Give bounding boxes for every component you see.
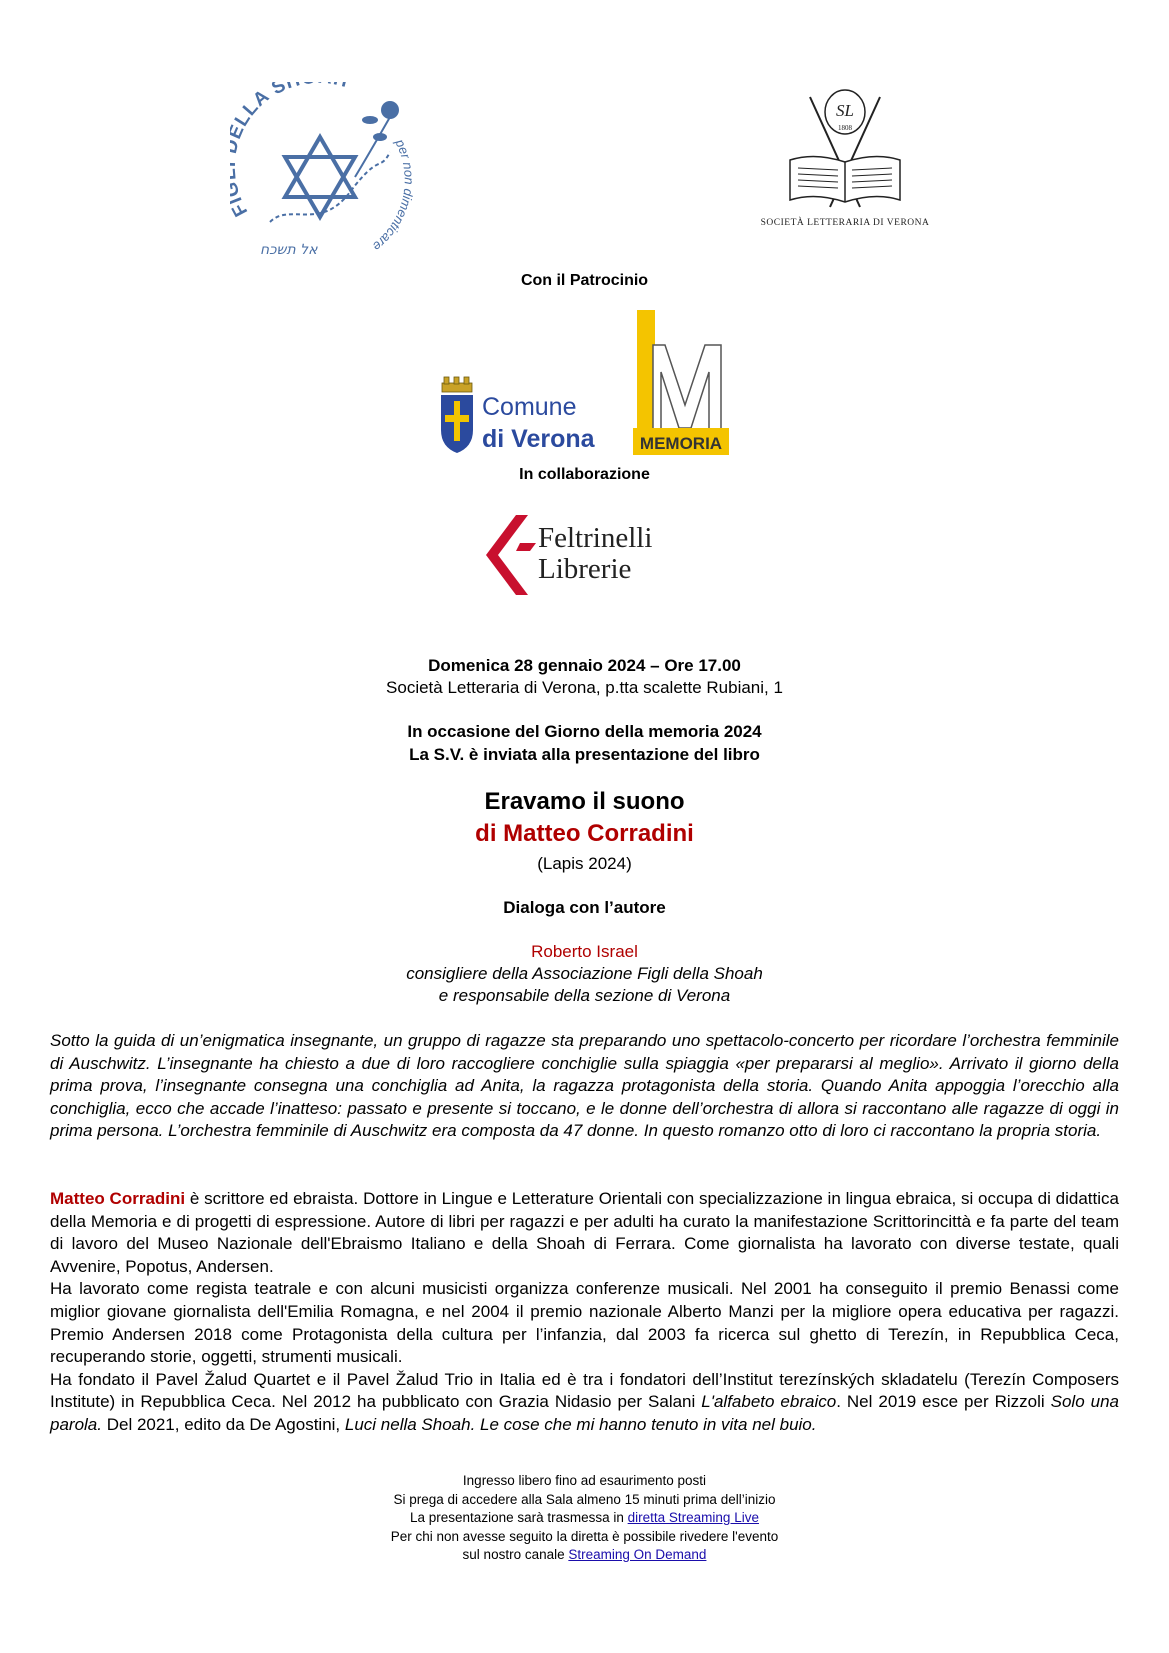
feltrinelli-librerie-logo (486, 515, 686, 595)
footer-line-5 (0, 1546, 1169, 1565)
event-location: Società Letteraria di Verona, p.tta scalette Rubiani, 1 (386, 678, 783, 697)
bio-paragraph-2: Ha lavorato come regista teatrale e con alcuni musicisti organizza conferenze musicali. Nel 2001 ha conseguito il premio Benassi come miglior giovane giornalista dell'Emilia Romagna, e nel 2004 il premio nazionale Alberto Manzi per la migliore opera educativa per ragazzi. Premio Andersen 2018 come Protagonista della cultura per l’infanzia, dal 2003 fa ricerca sul ghetto di Terezín, in Repubblica Ceca, recuperando storie, oggetti, strumenti musicali. (50, 1279, 1119, 1367)
svg-text:per non dimenticare (370, 136, 417, 254)
bio-p1-text: è scrittore ed ebraista. Dottore in Lingue e Letterature Orientali con specializzazione in lingua ebraica, si occupa di didattica della Memoria e di progetti di espressione. Autore di libri per ragazzi e per adulti ha curato la manifestazione Scrittorincittà e fa parte del team di lavoro del Museo Nazionale dell'Ebraismo Italiano e della Shoah di Ferrara. Come giornalista ha lavorato con diverse testate, quali Avvenire, Popotus, Andersen. (50, 1189, 1119, 1276)
bio-p3-part-b: . Nel 2019 esce per Rizzoli (836, 1392, 1051, 1412)
book-author: di Matteo Corradini (475, 820, 694, 847)
societa-monogram: SL (836, 101, 854, 120)
bio-p3-part-c: Del 2021, edito da De Agostini, (101, 1414, 345, 1434)
figli-side-text: per non dimenticare (369, 136, 417, 255)
author-bio (50, 1188, 1119, 1437)
figli-hebrew-text: אל תשכח (260, 242, 318, 258)
collaborazione-label: In collaborazione (519, 466, 650, 483)
bio-author-name: Matteo Corradini (50, 1189, 186, 1208)
dialogue-role2: e responsabile della sezione di Verona (438, 986, 731, 1005)
synopsis (50, 1030, 1119, 1143)
synopsis-text: Sotto la guida di un’enigmatica insegnante, un gruppo di ragazze sta preparando uno spettacolo-concerto per ricordare l’orchestra femminile di Auschwitz. L’insegnante ha chiesto a due di loro raccogliere conchiglie sulla spiaggia «per prepararsi al meglio». Arrivato il giorno della prima prova, l’insegnante consegna una conchiglia ad Anita, la ragazza protagonista della storia. Quando Anita appoggia l’orecchio alla conchiglia, ecco che accade l’inatteso: passato e presente si toccano, e le donne dell’orchestra di allora si raccontano alle ragazze di oggi in prima persona. L’orchestra femminile di Auschwitz era composta da 47 donne. In questo romanzo otto di loro ci raccontano la propria storia. (50, 1031, 1119, 1141)
feltrinelli-line1: Feltrinelli (538, 522, 653, 554)
dialogue-role1: consigliere della Associazione Figli della Shoah (406, 964, 763, 983)
figli-della-shoah-logo (230, 82, 430, 272)
event-occasion: In occasione del Giorno della memoria 2024 (407, 722, 762, 741)
feltrinelli-mark-icon (486, 515, 536, 595)
event-invitation: La S.V. è inviata alla presentazione del libro (409, 745, 760, 764)
bio-p3-part-a: Ha fondato il Pavel Žalud Quartet e il Pavel Žalud Trio in Italia ed è tra i fondatori dell’Institut terezínských skladatelu (Terezín Composers Institute) in Repubblica Ceca. Nel 2012 ha pubblicato con Grazia Nidasio per Salani (50, 1369, 1119, 1412)
societa-caption: SOCIETÀ LETTERARIA DI VERONA (760, 218, 930, 228)
societa-letteraria-logo (750, 82, 940, 242)
figli-arc-text: F LLA S (230, 82, 290, 220)
book-publisher: (Lapis 2024) (537, 854, 632, 873)
bio-paragraph-3 (50, 1369, 1119, 1437)
footer-line-1: Ingresso libero fino ad esaurimento posti (462, 1473, 707, 1488)
crown-icon (442, 377, 472, 392)
shield-icon (441, 395, 473, 453)
footer-line-3 (0, 1509, 1169, 1528)
comune-di-verona-logo (438, 375, 608, 457)
comune-line2: di Verona (482, 425, 595, 453)
bio-book-alfabeto: L'alfabeto ebraico (701, 1392, 837, 1412)
memoria-logo (633, 310, 729, 455)
bio-book-luci-nella-shoah: Luci nella Shoah. Le cose che mi hanno tenuto in vita nel buio. (344, 1414, 817, 1434)
streaming-live-link[interactable]: diretta Streaming Live (627, 1510, 759, 1525)
bio-book-solo-una-parola: Solo una parola. (50, 1392, 1119, 1434)
footer-line-5-text: sul nostro canale (462, 1547, 569, 1562)
comune-line1: Comune (482, 393, 577, 421)
open-book-icon (790, 156, 900, 202)
societa-year: 1808 (838, 124, 852, 132)
footer-line-3-text: La presentazione sarà trasmessa in (410, 1510, 628, 1525)
event-date-time: Domenica 28 gennaio 2024 – Ore 17.00 (428, 656, 741, 675)
bio-paragraph-1 (50, 1188, 1119, 1278)
dialogue-name: Roberto Israel (531, 942, 638, 961)
footer-line-2: Si prega di accedere alla Sala almeno 15 minuti prima dell’inizio (393, 1491, 776, 1507)
footer (0, 1472, 1169, 1565)
dialogue-label: Dialoga con l’autore (503, 898, 666, 917)
memoria-word: MEMORIA (639, 434, 723, 453)
footer-line-4: Per chi non avesse seguito la diretta è possibile rivedere l'evento (390, 1528, 779, 1544)
star-of-david-icon (285, 137, 355, 217)
streaming-on-demand-link[interactable]: Streaming On Demand (568, 1547, 707, 1562)
book-title: Eravamo il suono (484, 788, 685, 815)
feltrinelli-line2: Librerie (538, 553, 632, 585)
patrocinio-label: Con il Patrocinio (520, 272, 649, 289)
